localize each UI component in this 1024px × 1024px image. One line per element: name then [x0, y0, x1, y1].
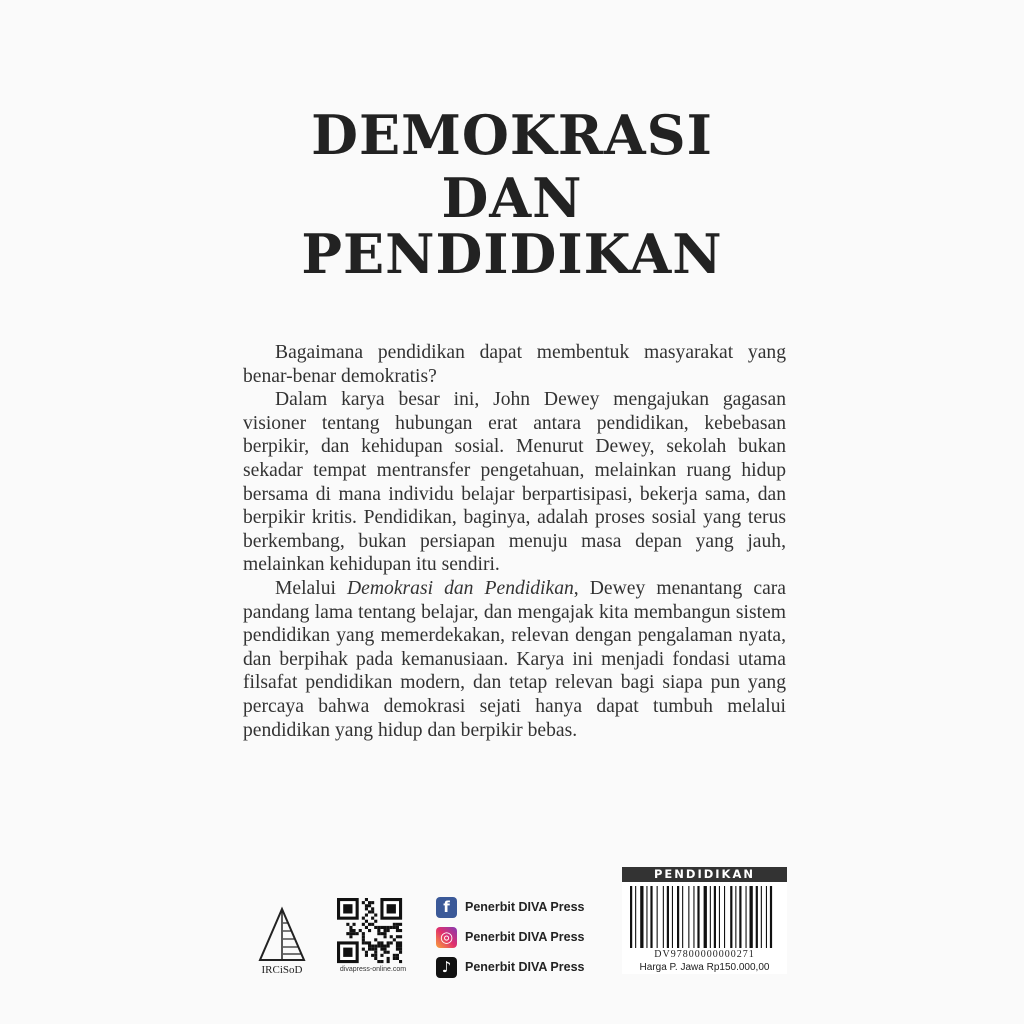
- social-tiktok[interactable]: [436, 956, 585, 978]
- book-title-line-2: DAN: [441, 166, 583, 230]
- blurb-paragraph-2: Dalam karya besar ini, John Dewey mengajukan gagasan visioner tentang hubungan erat antara pendidikan, kebebasan berpikir, dan kehidupan sosial. Menurut Dewey, sekolah bukan sekadar tempat mentransfer pengetahuan, melainkan ruang hidup bersama di mana individu belajar berpartisipasi, bekerja sama, dan berpikir kritis. Pendidikan, baginya, adalah proses sosial yang terus berkembang, bukan persiapan menuju masa depan yang jauh, melainkan kehidupan itu sendiri.: [243, 389, 786, 576]
- book-blurb: [243, 341, 786, 742]
- blurb-book-title-italic: Demokrasi dan Pendidikan: [347, 577, 574, 599]
- book-title-line-3: PENDIDIKAN: [301, 222, 723, 286]
- blurb-p3-rest: , Dewey menantang cara pandang lama tentang belajar, dan mengajak kita membangun sistem pendidikan yang memerdekakan, relevan dengan pengalaman nyata, dan berpihak pada kemanusiaan. Karya ini menjadi fondasi utama filsafat pendidikan modern, dan tetap relevan bagi siapa pun yang percaya bahwa demokrasi sejati hanya dapat tumbuh melalui pendidikan yang hidup dan berpikir bebas.: [243, 577, 786, 741]
- instagram-icon: ◎: [436, 927, 457, 948]
- social-instagram-label: Penerbit DIVA Press: [465, 930, 585, 944]
- social-instagram[interactable]: [436, 926, 585, 948]
- genre-label: PENDIDIKAN: [622, 867, 787, 882]
- social-tiktok-label: Penerbit DIVA Press: [465, 960, 585, 974]
- blurb-p3-start: Melalui: [275, 577, 348, 599]
- blurb-paragraph-3: [243, 577, 786, 742]
- barcode-icon: [630, 886, 779, 948]
- barcode-number: DV97800000000271: [654, 949, 755, 960]
- publisher-logo-text: IRCiSoD: [261, 964, 303, 976]
- blurb-paragraph-1: Bagaimana pendidikan dapat membentuk masyarakat yang benar-benar demokratis?: [243, 342, 786, 387]
- qr-code-icon[interactable]: [337, 898, 407, 964]
- price-text: Harga P. Jawa Rp150.000,00: [639, 962, 770, 973]
- publisher-website: divapress-online.com: [339, 966, 407, 973]
- social-facebook[interactable]: [436, 896, 585, 918]
- barcode-panel: [622, 882, 787, 974]
- tiktok-icon: ♪: [436, 957, 457, 978]
- facebook-icon: f: [436, 897, 457, 918]
- social-facebook-label: Penerbit DIVA Press: [465, 900, 585, 914]
- book-title-line-1: DEMOKRASI: [311, 103, 713, 167]
